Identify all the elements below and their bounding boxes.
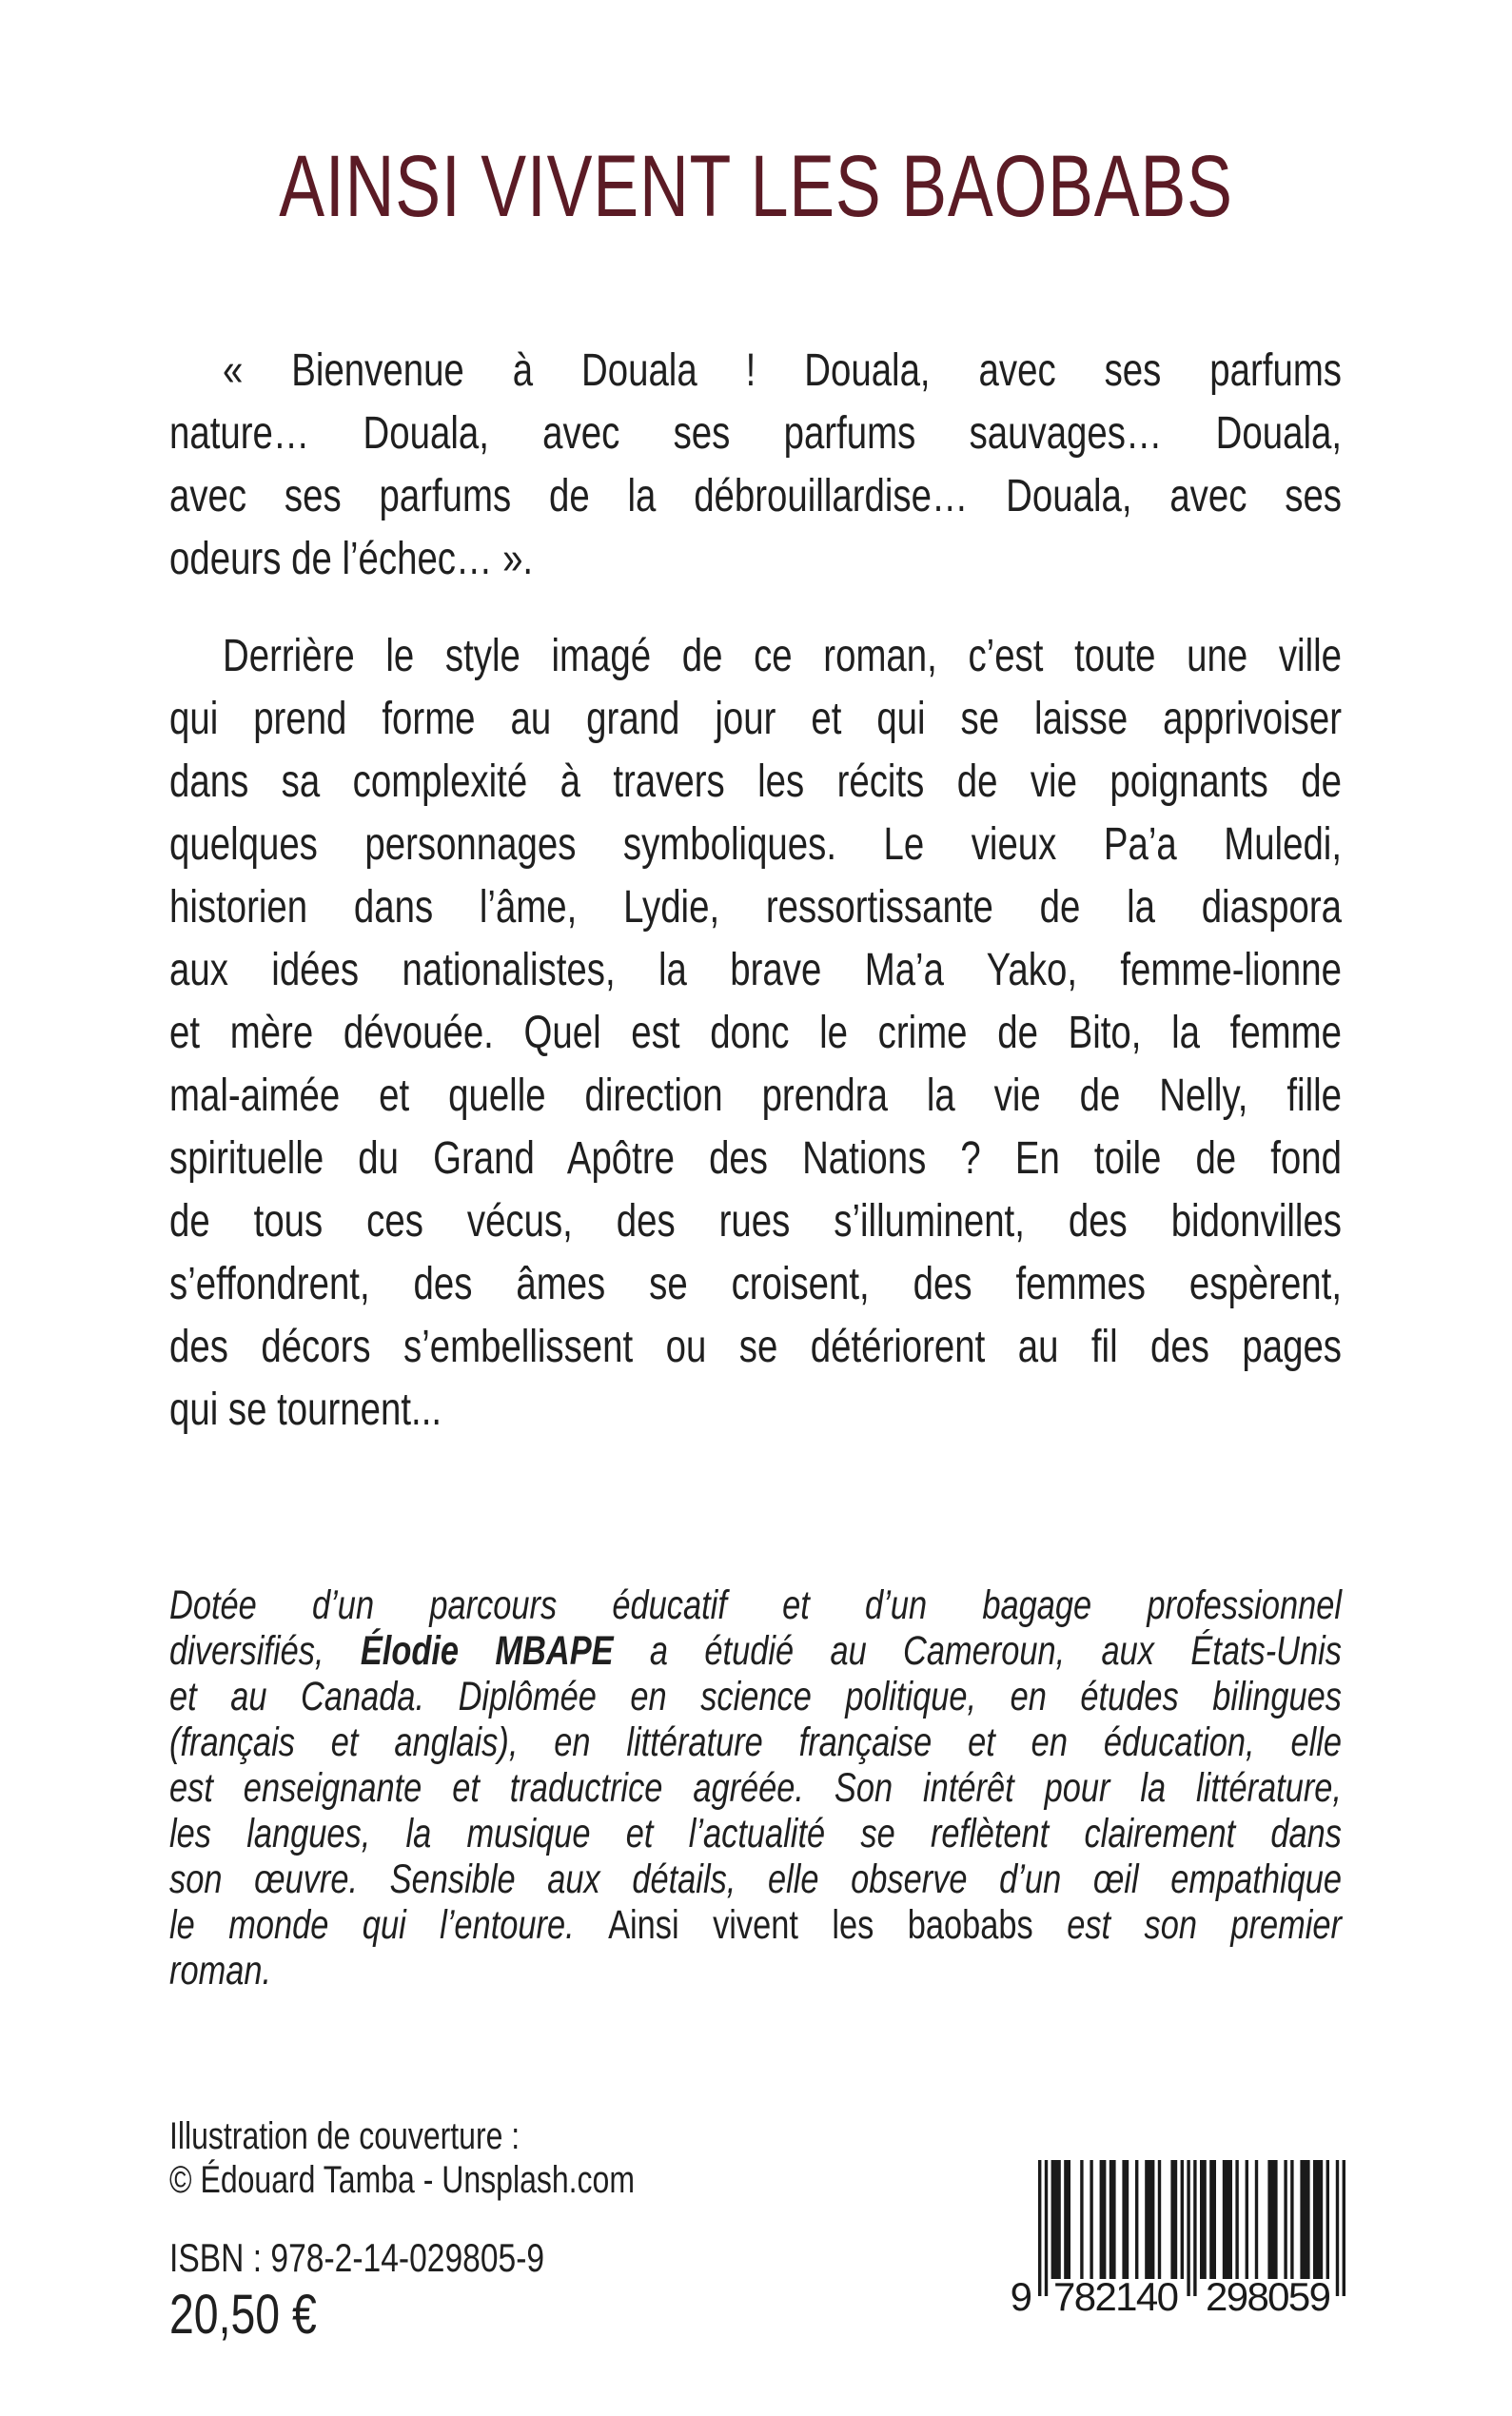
barcode-bar [1255,2160,1258,2279]
text-line: dans sa complexité à travers les récits de vie poignants de [169,756,1342,807]
barcode-bar [1109,2160,1116,2279]
text-line: et mère dévouée. Quel est donc le crime de Bito, la femme [169,1008,1342,1058]
barcode-bar [1090,2160,1092,2279]
author-name: Élodie MBAPE [360,1628,614,1674]
price: 20,50 € [169,2284,317,2346]
text-line [169,1628,1342,1674]
text-line: quelques personnages symboliques. Le vieux Pa’a Muledi, [169,819,1342,870]
text-segment: est son premier [1032,1902,1342,1948]
barcode-bar [1170,2160,1177,2279]
text-line [169,1674,1342,1719]
barcode-bar [1200,2160,1207,2279]
barcode-bar [1038,2160,1041,2296]
synopsis-paragraph [169,625,1342,1442]
barcode-bar [1135,2160,1138,2279]
book-title-inline: Ainsi vivent les baobabs [608,1902,1033,1948]
text-line [169,1856,1342,1902]
barcode-digits: 298059 [1206,2274,1331,2317]
barcode-bar [1122,2160,1129,2279]
ean13-barcode [1000,2160,1354,2317]
text-line: s’effondrent, des âmes se croisent, des femmes espèrent, [169,1259,1342,1309]
barcode-bar [1313,2160,1323,2279]
text-column [169,340,1342,2345]
barcode-bar [1223,2160,1232,2279]
text-segment: Dotée d’un parcours éducatif et d’un bagage professionnel [169,1582,1342,1628]
text-segment: roman. [169,1948,272,1994]
text-line: de tous ces vécus, des rues s’illuminent, des bidonvilles [169,1196,1342,1247]
text-line: qui se tournent... [169,1385,442,1435]
text-line: historien dans l’âme, Lydie, ressortissante de la diaspora [169,882,1342,933]
barcode-bar [1051,2160,1061,2279]
barcode-bar [1209,2160,1216,2279]
text-segment: son œuvre. Sensible aux détails, elle observe d’un œil empathique [169,1856,1342,1902]
barcode-bar [1193,2160,1196,2296]
book-title: AINSI VIVENT LES BAOBABS [279,138,1233,235]
barcode-bar [1284,2160,1286,2279]
text-line [169,1582,1342,1628]
text-line: nature… Douala, avec ses parfums sauvages… Douala, [169,408,1342,459]
text-segment: a étudié au Cameroun, aux États-Unis [613,1628,1342,1674]
text-line [169,1948,1342,1994]
text-line: « Bienvenue à Douala ! Douala, avec ses parfums [223,345,1342,396]
text-line: mal-aimée et quelle direction prendra la vie de Nelly, fille [169,1071,1342,1121]
text-segment: le monde qui l’entoure. [169,1902,609,1948]
cover-credit-line1: Illustration de couverture : [169,2115,520,2157]
barcode-bar [1300,2160,1309,2279]
text-line: odeurs de l’échec… ». [169,534,534,584]
barcode-bar [1181,2160,1184,2279]
text-line: aux idées nationalistes, la brave Ma’a Yako, femme-lionne [169,945,1342,995]
barcode-bar [1343,2160,1345,2296]
barcode-bar [1235,2160,1238,2279]
text-line [169,1765,1342,1811]
barcode-bar [1246,2160,1248,2279]
text-segment: les langues, la musique et l’actualité se reflètent clairement dans [169,1811,1342,1856]
text-line: qui prend forme au grand jour et qui se laisse apprivoiser [169,694,1342,744]
barcode-digits: 782140 [1053,2274,1179,2317]
text-segment: est enseignante et traductrice agréée. Son intérêt pour la littérature, [169,1765,1342,1811]
text-line: spirituelle du Grand Apôtre des Nations ? En toile de fond [169,1133,1342,1184]
cover-credit-line2: © Édouard Tamba - Unsplash.com [169,2159,635,2201]
text-line: avec ses parfums de la débrouillardise… Douala, avec ses [169,471,1342,521]
barcode-bar [1158,2160,1161,2279]
text-line [169,1719,1342,1765]
author-bio-paragraph [169,1582,1342,1994]
barcode-bar [1336,2160,1339,2296]
barcode-bar [1290,2160,1293,2279]
barcode-bar [1187,2160,1189,2296]
barcode-bar [1267,2160,1277,2279]
text-segment: et au Canada. Diplômée en science politique, en études bilingues [169,1674,1342,1719]
text-segment: diversifiés, [169,1628,361,1674]
text-line [169,1811,1342,1856]
quote-paragraph [169,340,1342,591]
barcode-bar [1326,2160,1329,2279]
text-segment: (français et anglais), en littérature française et en éducation, elle [169,1719,1342,1765]
text-line: Derrière le style imagé de ce roman, c’est toute une ville [223,631,1342,681]
barcode-bar [1145,2160,1154,2279]
text-line [169,1902,1342,1948]
barcode-bar [1080,2160,1083,2279]
barcode-digits: 9 [1010,2274,1032,2317]
text-line: des décors s’embellissent ou se détériorent au fil des pages [169,1322,1342,1372]
barcode-bar [1064,2160,1070,2279]
barcode-bar [1100,2160,1107,2279]
barcode-bar [1045,2160,1048,2296]
isbn-number: ISBN : 978-2-14-029805-9 [169,2235,545,2280]
